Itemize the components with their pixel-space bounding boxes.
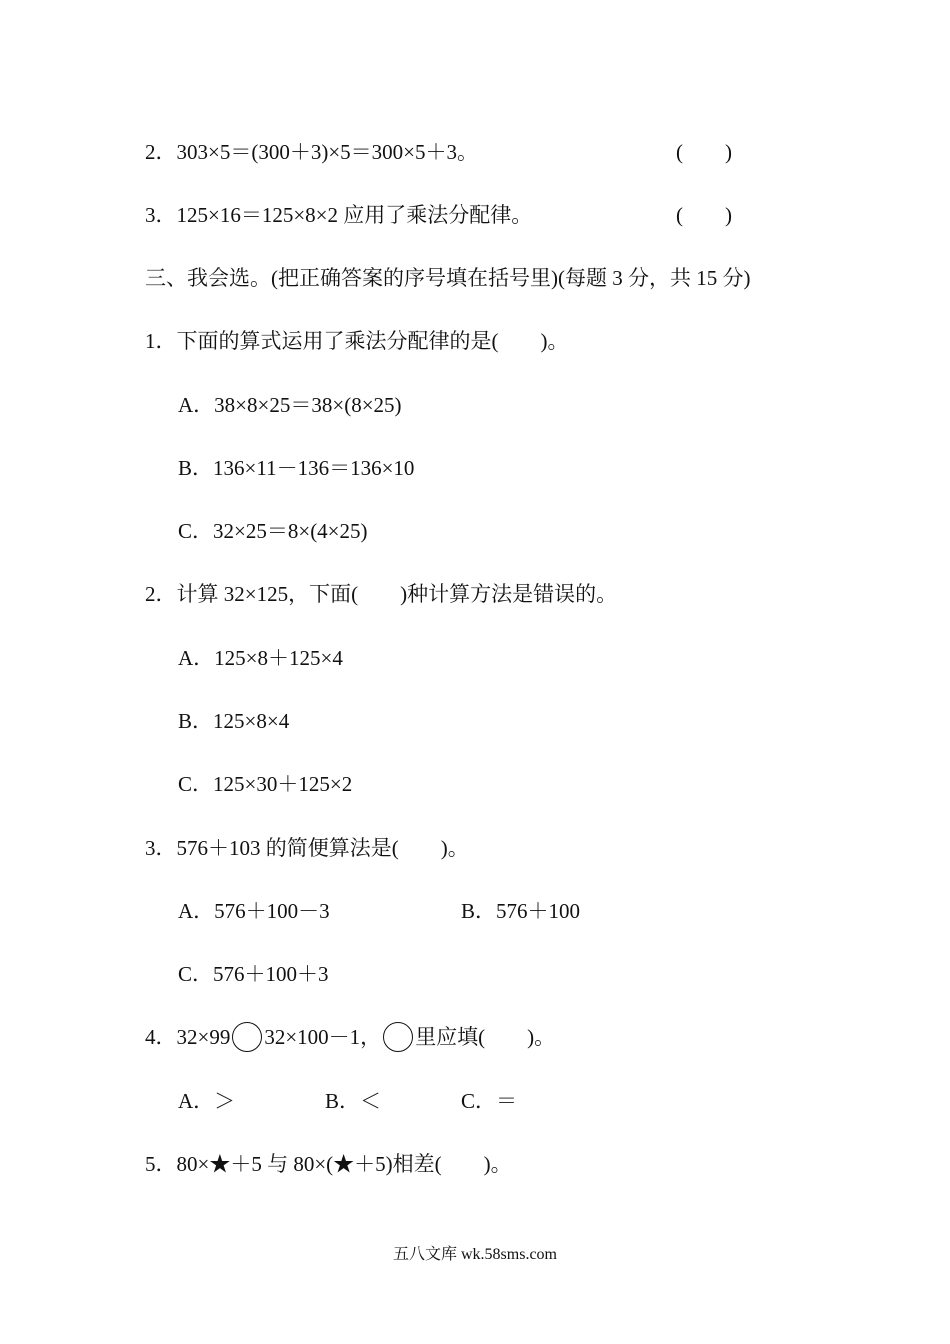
- judge-question-3: 3．125×16＝125×8×2 应用了乘法分配律。: [145, 203, 533, 227]
- question-2-option-b: B．125×8×4: [178, 709, 290, 733]
- question-2-option-a: A．125×8＋125×4: [178, 646, 343, 670]
- question-2-option-c: C．125×30＋125×2: [178, 772, 353, 796]
- question-4-stem-part-3: 里应填( )。: [415, 1025, 556, 1049]
- question-1-option-a: A．38×8×25＝38×(8×25): [178, 393, 402, 417]
- question-4-stem: [145, 1022, 555, 1052]
- question-4-option-a: A．＞: [178, 1089, 236, 1113]
- section-heading: 三、我会选。(把正确答案的序号填在括号里)(每题 3 分，共 15 分): [145, 266, 751, 290]
- question-3-option-a: A．576＋100－3: [178, 899, 330, 923]
- blank-circle-icon: [383, 1022, 413, 1052]
- question-4-stem-part-2: 32×100－1，: [264, 1025, 382, 1049]
- question-1-option-c: C．32×25＝8×(4×25): [178, 519, 368, 543]
- question-3-option-c: C．576＋100＋3: [178, 962, 329, 986]
- question-4-option-b: B．＜: [325, 1089, 382, 1113]
- question-3-stem: 3．576＋103 的简便算法是( )。: [145, 836, 469, 860]
- question-4-stem-part-1: 4．32×99: [145, 1025, 231, 1049]
- judge-question-2: 2．303×5＝(300＋3)×5＝300×5＋3。: [145, 140, 479, 164]
- question-1-option-b: B．136×11－136＝136×10: [178, 456, 415, 480]
- blank-circle-icon: [232, 1022, 262, 1052]
- judge-answer-blank-3: ( ): [676, 203, 732, 227]
- question-2-stem: 2．计算 32×125，下面( )种计算方法是错误的。: [145, 582, 618, 606]
- page-footer: 五八文库 wk.58sms.com: [392, 1246, 557, 1263]
- question-3-option-b: B．576＋100: [461, 899, 581, 923]
- judge-answer-blank-2: ( ): [676, 140, 732, 164]
- question-1-stem: 1．下面的算式运用了乘法分配律的是( )。: [145, 329, 569, 353]
- question-4-option-c: C．＝: [461, 1089, 518, 1113]
- question-5-stem: 5．80×★＋5 与 80×(★＋5)相差( )。: [145, 1152, 512, 1176]
